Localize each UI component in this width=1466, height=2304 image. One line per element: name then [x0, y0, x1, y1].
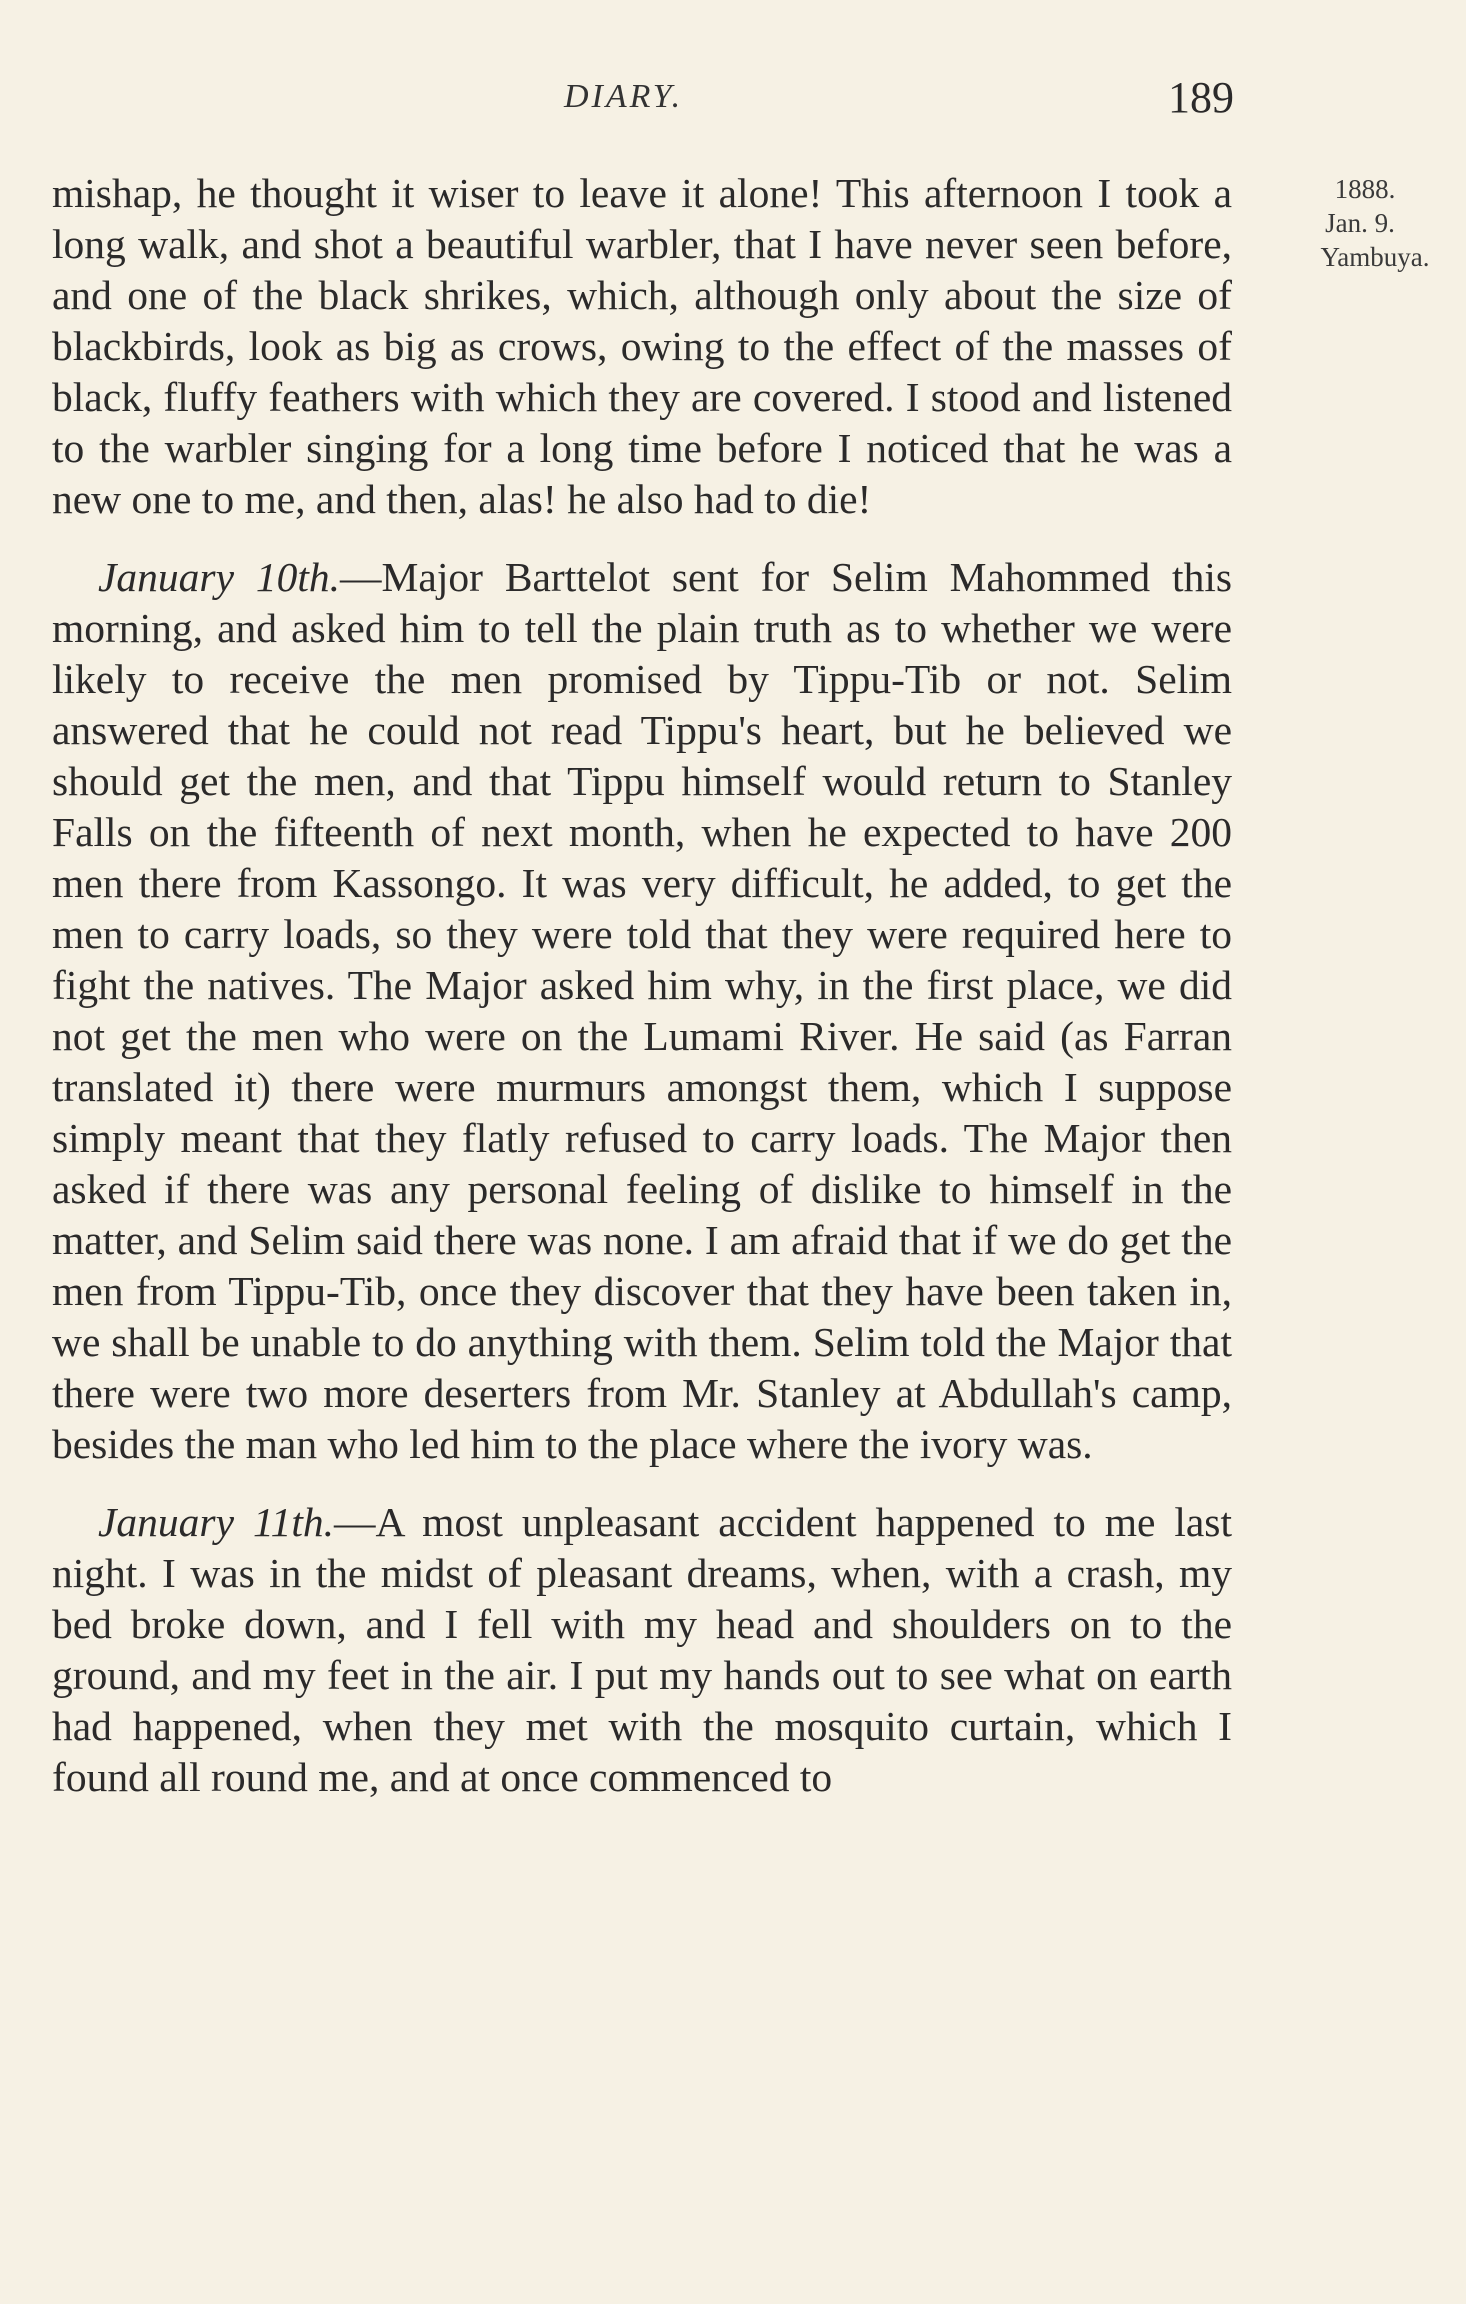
entry-date: January 11th.: [98, 1499, 335, 1545]
paragraph-continued: [52, 168, 1232, 525]
running-title: DIARY.: [564, 78, 684, 115]
margin-note: [1260, 172, 1450, 274]
diary-entry-jan-10: [52, 552, 1232, 1470]
margin-note-date: Jan. 9.: [1325, 208, 1395, 238]
body-text: [52, 168, 1232, 1830]
paragraph-text: mishap, he thought it wiser to leave it alone! This afternoon I took a long walk, and shot a beautiful warbler, that I have never seen before, and one of the black shrikes, which, although only about the size of blackbirds, look as big as crows, owing to the effect of the masses of black, fluffy feathers with which they are covered. I stood and listened to the warbler singing for a long time before I noticed that he was a new one to me, and then, alas! he also had to die!: [52, 170, 1232, 522]
margin-note-year: 1888.: [1334, 174, 1396, 204]
margin-note-place: Yambuya.: [1320, 242, 1430, 272]
entry-date: January 10th.: [98, 554, 341, 600]
page-number: 189: [1168, 73, 1234, 122]
diary-entry-jan-11: [52, 1497, 1232, 1803]
entry-text: —A most unpleasant accident happened to me last night. I was in the midst of pleasant dreams, when, with a crash, my bed broke down, and I fell with my head and shoulders on to the ground, and my feet in the air. I put my hands out to see what on earth had happened, when they met with the mosquito curtain, which I found all round me, and at once commenced to: [52, 1499, 1232, 1800]
running-head: [52, 68, 1234, 128]
entry-text: —Major Barttelot sent for Selim Mahommed this morning, and asked him to tell the plain truth as to whether we were likely to receive the men promised by Tippu-Tib or not. Selim answered that he could not read Tippu's heart, but he believed we should get the men, and that Tippu himself would return to Stanley Falls on the fifteenth of next month, when he expected to have 200 men there from Kassongo. It was very difficult, he added, to get the men to carry loads, so they were told that they were required here to fight the natives. The Major asked him why, in the first place, we did not get the men who were on the Lumami River. He said (as Farran translated it) there were murmurs amongst them, which I suppose simply meant that they flatly refused to carry loads. The Major then asked if there was any personal feeling of dislike to himself in the matter, and Selim said there was none. I am afraid that if we do get the men from Tippu-Tib, once they discover that they have been taken in, we shall be unable to do anything with them. Selim told the Major that there were two more deserters from Mr. Stanley at Abdullah's camp, besides the man who led him to the place where the ivory was.: [52, 554, 1232, 1467]
